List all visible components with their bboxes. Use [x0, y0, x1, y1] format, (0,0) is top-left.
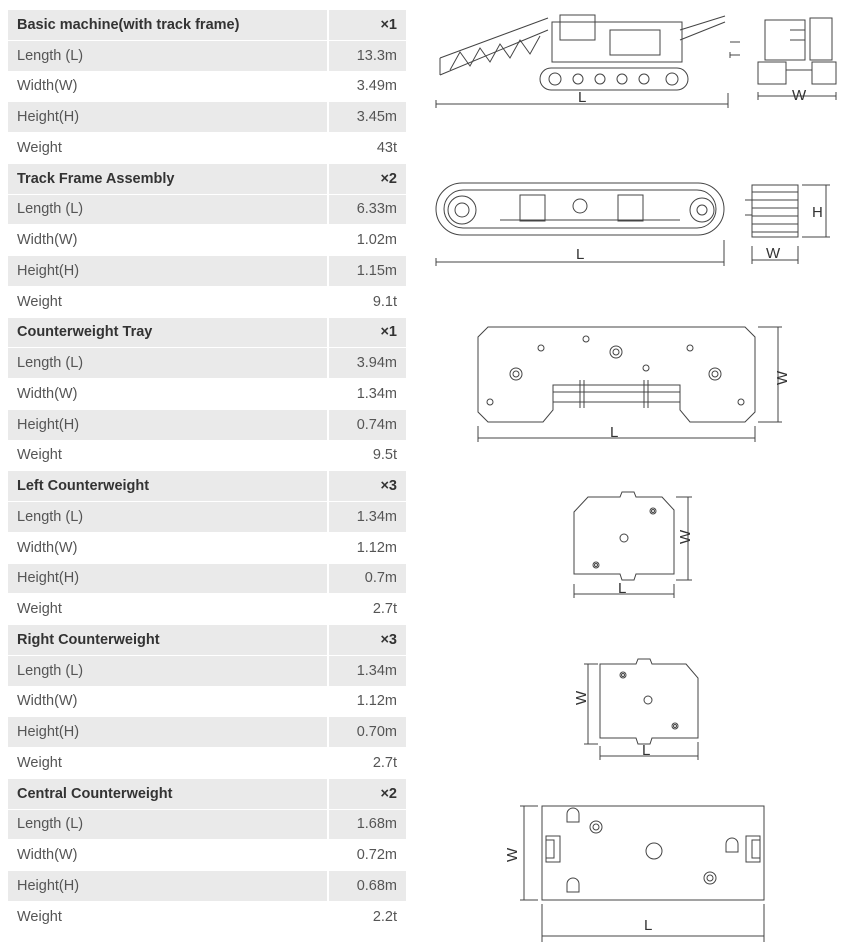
spec-value: 0.70m [356, 724, 397, 741]
spec-row [8, 348, 406, 379]
section-header [8, 625, 406, 656]
section-title: Basic machine(with track frame) [8, 10, 329, 40]
left-counterweight-drawing [574, 492, 692, 598]
dimension-labels [504, 87, 823, 934]
height-label: H [812, 204, 823, 221]
spec-row [8, 717, 406, 748]
spec-value: 0.74m [356, 416, 397, 433]
spec-row [8, 441, 406, 472]
section-header [8, 164, 406, 195]
spec-label: Length (L) [8, 195, 329, 225]
basic-machine-side-drawing [436, 15, 740, 108]
counterweight-tray-drawing [478, 327, 782, 442]
spec-label: Width(W) [8, 533, 329, 563]
spec-row [8, 564, 406, 595]
spec-value: 13.3m [356, 47, 397, 64]
spec-row [8, 379, 406, 410]
section-header [8, 471, 406, 502]
spec-value: 0.68m [356, 877, 397, 894]
length-label: L [576, 246, 585, 263]
length-label: L [644, 917, 653, 934]
spec-row [8, 287, 406, 318]
spec-label: Width(W) [8, 72, 329, 102]
section-header [8, 10, 406, 41]
length-label: L [618, 580, 627, 597]
width-label: W [774, 370, 791, 385]
spec-value: 1.34m [356, 385, 397, 402]
spec-value: 6.33m [356, 201, 397, 218]
spec-label: Height(H) [8, 102, 329, 132]
spec-label: Length (L) [8, 41, 329, 71]
width-label: W [792, 87, 807, 104]
spec-value: 3.94m [356, 355, 397, 372]
spec-value: 1.12m [356, 693, 397, 710]
spec-table [8, 10, 406, 933]
spec-label: Width(W) [8, 687, 329, 717]
central-counterweight-drawing [520, 806, 764, 942]
section-quantity: ×2 [380, 785, 397, 802]
spec-label: Width(W) [8, 840, 329, 870]
spec-row [8, 133, 406, 164]
spec-value: 1.34m [356, 508, 397, 525]
spec-row [8, 41, 406, 72]
width-label: W [504, 847, 521, 862]
spec-value: 3.49m [356, 78, 397, 95]
spec-row [8, 594, 406, 625]
spec-value: 1.34m [356, 662, 397, 679]
spec-row [8, 871, 406, 902]
spec-row [8, 748, 406, 779]
spec-row [8, 810, 406, 841]
width-label: W [766, 245, 781, 262]
basic-machine-front-drawing [758, 18, 836, 100]
spec-label: Weight [8, 594, 329, 624]
length-label: L [610, 424, 619, 441]
track-frame-side-drawing [436, 183, 724, 266]
spec-label: Weight [8, 133, 329, 163]
spec-value: 0.7m [364, 570, 397, 587]
spec-row [8, 533, 406, 564]
section-title: Counterweight Tray [8, 318, 329, 348]
spec-row [8, 225, 406, 256]
spec-label: Height(H) [8, 410, 329, 440]
section-title: Right Counterweight [8, 625, 329, 655]
spec-label: Weight [8, 748, 329, 778]
spec-row [8, 902, 406, 933]
spec-label: Height(H) [8, 256, 329, 286]
spec-value: 1.68m [356, 816, 397, 833]
length-label: L [642, 742, 651, 759]
spec-row [8, 256, 406, 287]
section-title: Track Frame Assembly [8, 164, 329, 194]
spec-label: Width(W) [8, 225, 329, 255]
spec-row [8, 840, 406, 871]
spec-label: Height(H) [8, 871, 329, 901]
length-label: L [578, 89, 587, 106]
spec-label: Height(H) [8, 717, 329, 747]
spec-value: 1.15m [356, 262, 397, 279]
section-header [8, 779, 406, 810]
spec-label: Length (L) [8, 810, 329, 840]
section-quantity: ×3 [380, 478, 397, 495]
spec-value: 9.5t [372, 447, 397, 464]
width-label: W [677, 529, 694, 544]
spec-value: 43t [376, 139, 397, 156]
spec-row [8, 502, 406, 533]
spec-value: 2.7t [372, 601, 397, 618]
section-title: Central Counterweight [8, 779, 329, 809]
spec-value: 1.02m [356, 232, 397, 249]
spec-row [8, 410, 406, 441]
width-label: W [573, 690, 590, 705]
right-counterweight-drawing [584, 659, 698, 760]
spec-label: Length (L) [8, 502, 329, 532]
section-header [8, 318, 406, 349]
spec-value: 0.72m [356, 847, 397, 864]
spec-row [8, 195, 406, 226]
spec-label: Weight [8, 441, 329, 471]
spec-row [8, 687, 406, 718]
section-quantity: ×1 [380, 324, 397, 341]
track-frame-end-drawing [745, 185, 830, 264]
spec-label: Length (L) [8, 656, 329, 686]
section-quantity: ×3 [380, 631, 397, 648]
spec-value: 1.12m [356, 539, 397, 556]
section-quantity: ×1 [380, 16, 397, 33]
spec-row [8, 72, 406, 103]
spec-row [8, 102, 406, 133]
spec-label: Width(W) [8, 379, 329, 409]
spec-label: Height(H) [8, 564, 329, 594]
spec-label: Length (L) [8, 348, 329, 378]
spec-value: 3.45m [356, 109, 397, 126]
section-title: Left Counterweight [8, 471, 329, 501]
spec-label: Weight [8, 287, 329, 317]
spec-value: 2.2t [372, 908, 397, 925]
spec-label: Weight [8, 902, 329, 932]
spec-row [8, 656, 406, 687]
section-quantity: ×2 [380, 170, 397, 187]
spec-value: 9.1t [372, 293, 397, 310]
spec-value: 2.7t [372, 754, 397, 771]
